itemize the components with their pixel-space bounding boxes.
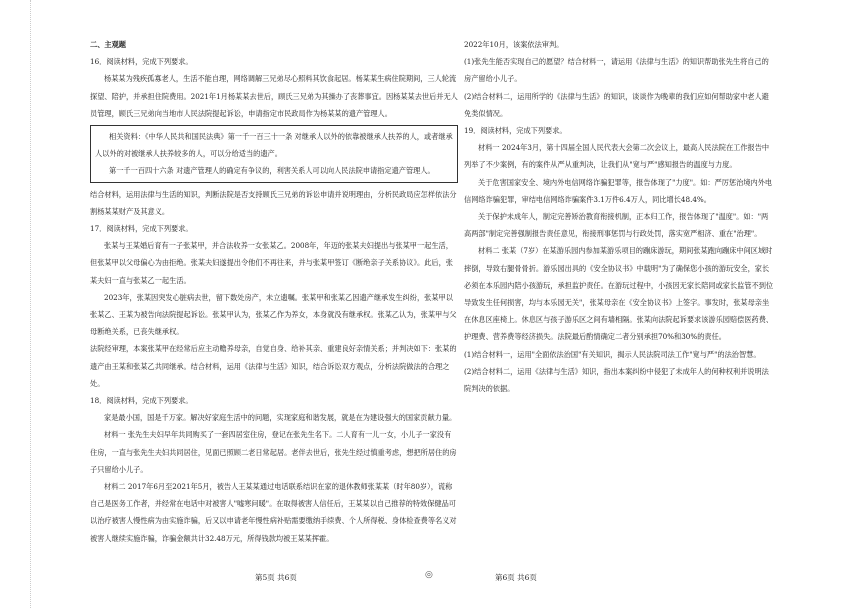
right-column <box>464 36 774 397</box>
q16-stem: 16．阅读材料，完成下列要求。 <box>90 57 193 67</box>
q19-task-1: (1)结合材料一，运用"全面依法治国"有关知识，揭示人民法院司法工作"宽与严"的法治智慧。 <box>464 349 761 359</box>
q16-reference-1: 相关资料：《中华人民共和国民法典》第一千一百三十一条 对继承人以外的依靠被继承人扶养的人，或者继承人以外的对被继承人扶养较多的人，可以分给适当的遗产。 <box>95 132 453 159</box>
page-number-right: 第6页 共6页 <box>495 573 537 582</box>
q17-material-1: 张某与王某婚后育有一子张某甲，并合法收养一女张某乙。2008年，年迈的张某夫妇提出与张某甲一起生活，但张某甲以父母偏心为由拒绝。张某夫妇遂提出令他们不再往来，并与张某甲签订《断绝亲子关系协议》。此后，张某夫妇一直与张某乙一起生活。 <box>90 241 453 285</box>
q18-task-1: (1)张先生能否实现自己的愿望？结合材料一，请运用《法律与生活》的知识帮助张先生将自己的房产留给小儿子。 <box>464 57 769 84</box>
q19-material-1b: 关于危害国家安全、境内外电信网络诈骗犯罪等，报告体现了"力度"。如：严厉惩治境内外电信网络诈骗犯罪，审结电信网络诈骗案件3.1万件6.4万人，同比增长48.4%。 <box>464 177 773 204</box>
q18-material-2: 材料二 2017年6月至2021年5月，被告人王某某通过电话联系结识在家的退休教师张某某（时年80岁），谎称自己是医务工作者，并经常在电话中对被害人"嘘寒问暖"。在取得被害人信任后，王某某以自己推荐的特效保健品可以治疗被害人慢性病为由实施诈骗，后又以申请老年慢性病补贴需要缴纳手续费、个人所得税、身体检查费等名义对被害人继续实施诈骗，诈骗金额共计32.48万元，所得钱款均被王某某挥霍。 <box>90 482 457 543</box>
binding-line <box>30 0 33 608</box>
q19-task-2: (2)结合材料二，运用《法律与生活》知识，指出本案纠纷中侵犯了未成年人的何种权利并说明法院判决的依据。 <box>464 366 769 394</box>
q18-material-2-cont: 2022年10月，该案依法审判。 <box>464 40 564 49</box>
q16-reference-box <box>90 125 458 183</box>
q16-reference-2: 第一千一百四十六条 对遗产管理人的确定有争议的，利害关系人可以向人民法院申请指定遗产管理人。 <box>109 166 435 176</box>
left-column <box>90 36 458 547</box>
section-title: 二、主观题 <box>90 40 126 49</box>
q16-task: 结合材料，运用法律与生活的知识，判断法院是否支持顾氏三兄弟的诉讼申请并说明理由，分析民政局应怎样依法分割杨某某财产及其意义。 <box>90 189 457 216</box>
q17-material-2: 2023年，张某因突发心脏病去世，留下数处房产，未立遗嘱。张某甲和张某乙因遗产继承发生纠纷，张某甲以张某乙、王某为被告向法院提起诉讼。张某甲认为，张某乙作为养女，本身就没有继承权。张某乙认为，张某甲与父母断绝关系，已丧失继承权。 <box>90 292 457 337</box>
q16-material: 杨某某为残疾孤寡老人，生活不能自理，网络调解三兄弟尽心照料其饮食起居。杨某某生病住院期间，三人轮流探望、陪护，并承担住院费用。2021年1月杨某某去世后，顾氏三兄弟为其操办了丧葬事宜。因杨某某去世后并无人员管理，顾氏三兄弟向当地市人民法院提起诉讼，申请指定市民政局作为杨某某的遗产管理人。 <box>90 74 458 118</box>
q19-material-1c: 关于保护未成年人，制定完善矫治教育衔接机制，正本归工作，报告体现了"温度"。如："两高两部"制定完善强制报告责任意见，衔接刑事惩罚与行政处罚，落实宽严相济、重在"治理"。 <box>464 212 769 239</box>
q18-intro: 家是最小国，国是千万家。解决好家庭生活中的问题，实现家庭和谐发展，就是在为建设强大的国家贡献力量。 <box>104 413 457 423</box>
q17-material-3: 法院经审理，本案张某甲在经常后应主动赡养母亲，自觉自身、给补其亲、重建良好亲情关系；并判决如下：张某的遗产由王某和张某乙共同继承。结合材料，运用《法律与生活》知识，结合诉讼双方观点，分析法院做法的合理之处。 <box>90 344 457 388</box>
q18-task-2: (2)结合材料二，运用所学的《法律与生活》的知识，谈谈作为晚辈的我们应如何帮助家中老人避免类似情况。 <box>464 91 769 118</box>
q18-stem: 18．阅读材料，完成下列要求。 <box>90 396 193 406</box>
q19-material-2: 材料二 张某（7岁）在某游乐园内参加某游乐项目的蹦床游玩，期间张某跑向蹦床中间区域时摔倒，导致右腿骨骨折。游乐园出具的《安全协议书》中载明"为了确保您小孩的游玩安全，家长必须在本乐园内陪小孩游玩，承担监护责任。在游玩过程中，小孩因无家长陪同或家长监管不到位导致发生任何损害，均与本乐园无关"，张某母亲在《安全协议书》上签字。事发时，张某母亲坐在休息区座椅上。休息区与孩子游乐区之间有墙相隔。张某向法院起诉要求该游乐园赔偿医药费、护理费、营养费等经济损失。法院最后酌情确定二者分别承担70%和30%的责任。 <box>464 246 774 342</box>
q17-stem: 17．阅读材料，完成下列要求。 <box>90 224 193 234</box>
q19-material-1: 材料一 2024年3月，第十四届全国人民代表大会第二次会议上，最高人民法院在工作报告中列举了不少案例，有的案件从严从重判决，让我们从"宽与严"感知报告的温度与力度。 <box>464 143 770 170</box>
q19-stem: 19．阅读材料，完成下列要求。 <box>464 126 567 136</box>
center-mark-icon: ◎ <box>425 570 433 580</box>
q18-material-1: 材料一 张先生夫妇早年共同购买了一套四居室住房，登记在张先生名下。二人育有一儿一女，小儿子一家没有住房，一直与张先生夫妇共同居住，见面已照顾二老日常起居。老伴去世后，张先生经过慎重考虑，想把所居住的房子只留给小儿子。 <box>90 430 457 474</box>
page-number-left: 第5页 共6页 <box>255 573 297 582</box>
